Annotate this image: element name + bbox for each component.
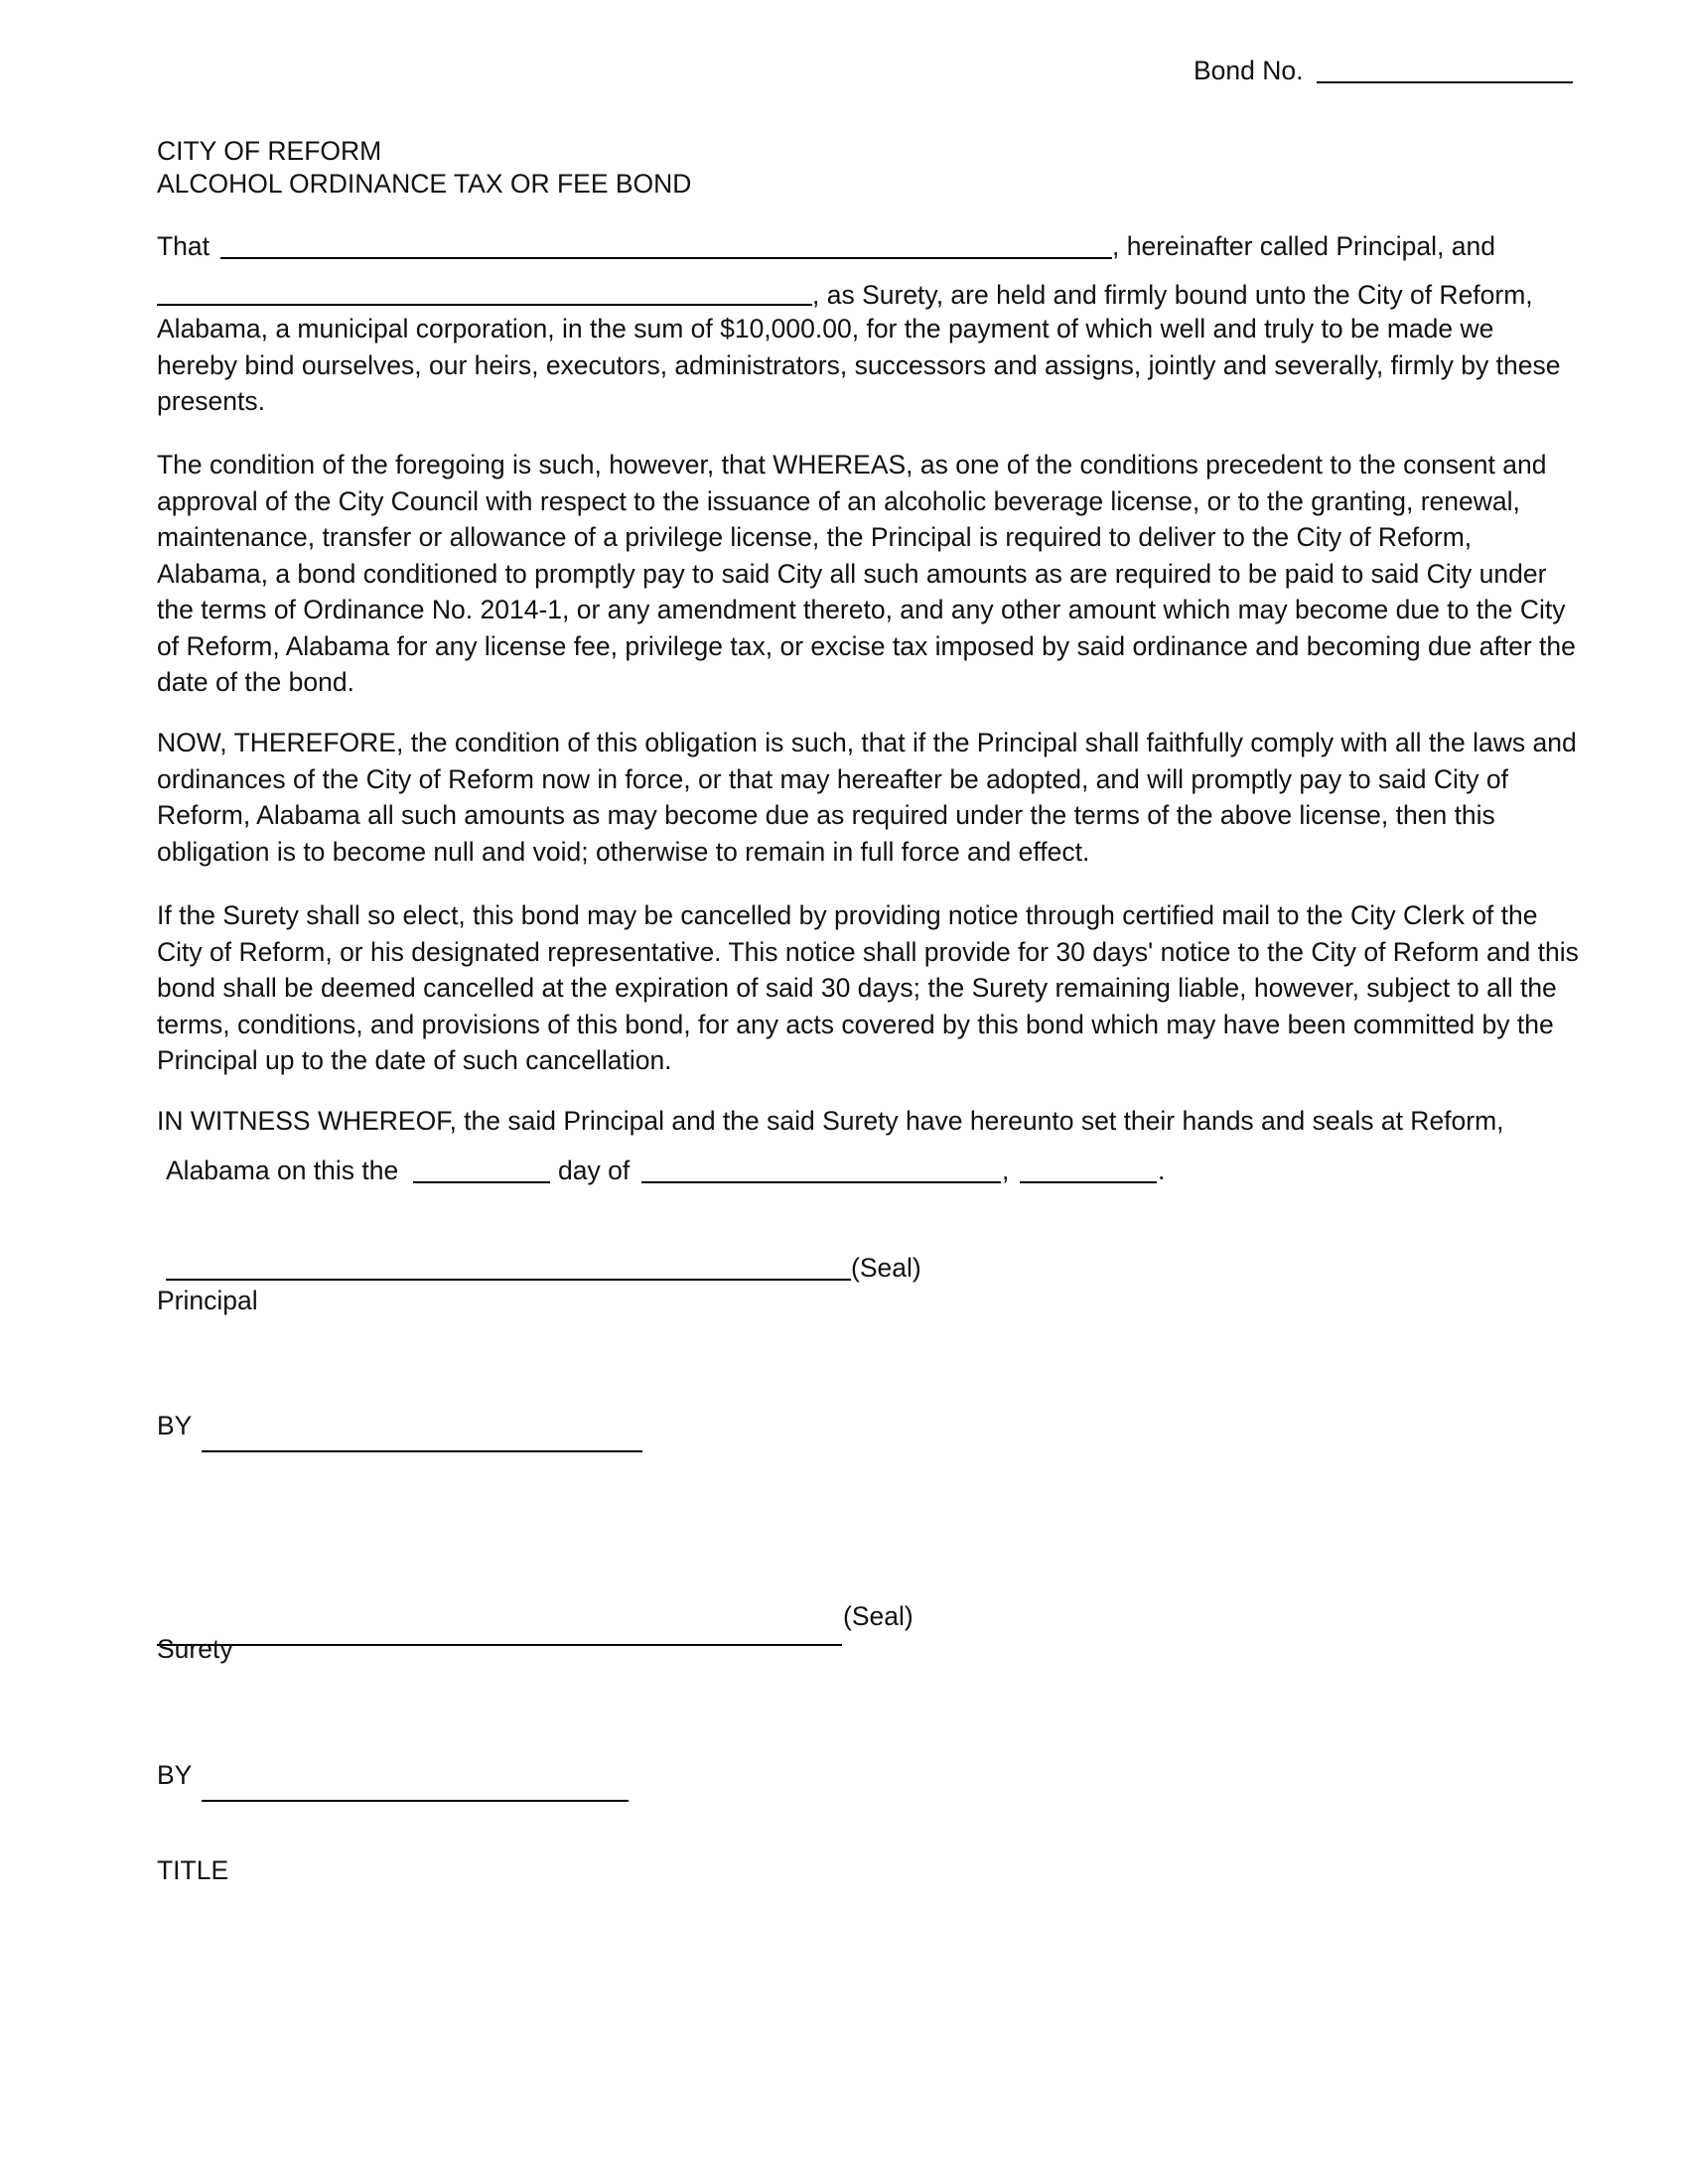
intro-paragraph [157, 311, 1579, 420]
cancellation-paragraph [157, 897, 1579, 1079]
year-field[interactable] [1020, 1181, 1157, 1183]
surety-seal-label: (Seal) [843, 1601, 914, 1631]
condition-text: The condition of the foregoing is such, however, that WHEREAS, as one of the conditions precedent to the consent and approval of the City Council with respect to the issuance of an alcoholic beverage license, or to the granting, renewal, maintenance, transfer or allowance of a privilege license, the Principal is required to deliver to the City of Reform, Alabama, a bond conditioned to promptly pay to said City all such amounts as are required to be paid to said City under the terms of Ordinance No. 2014-1, or any amendment thereto, and any other amount which may become due to the City of Reform, Alabama for any license fee, privilege tax, or excise tax imposed by said ordinance and becoming due after the date of the bond. [157, 450, 1576, 697]
date-comma: , [1002, 1156, 1010, 1185]
surety-label: Surety [157, 1634, 233, 1664]
surety-signature-field[interactable] [157, 1644, 842, 1646]
principal-suffix-text: , hereinafter called Principal, and [1112, 231, 1495, 261]
cancellation-text: If the Surety shall so elect, this bond may be cancelled by providing notice through certified mail to the City Clerk of the City of Reform, or his designated representative. This notice shall provide for 30 days' notice to the City of Reform and this bond shall be deemed cancelled at the expiration of said 30 days; the Surety remaining liable, however, subject to all the terms, conditions, and provisions of this bond, for any acts covered by this bond which may have been committed by the Principal up to the date of such cancellation. [157, 900, 1579, 1075]
principal-name-field[interactable] [220, 257, 1112, 259]
that-label: That [157, 231, 211, 261]
surety-suffix-text: , as Surety, are held and firmly bound unto the City of Reform, [812, 280, 1533, 310]
principal-signature-field[interactable] [166, 1279, 851, 1281]
document-city-title: CITY OF REFORM [157, 136, 382, 166]
principal-label: Principal [157, 1286, 258, 1315]
therefore-text: NOW, THEREFORE, the condition of this obligation is such, that if the Principal shall faithfully comply with all the laws and ordinances of the City of Reform now in force, or that may hereafter be adopted, and will promptly pay to said City of Reform, Alabama all such amounts as may become due as required under the terms of the above license, then this obligation is to become null and void; otherwise to remain in full force and effect. [157, 728, 1577, 867]
surety-by-field[interactable] [202, 1800, 629, 1802]
witness-text: IN WITNESS WHEREOF, the said Principal and the said Surety have hereunto set their hands and seals at Reform, [157, 1106, 1504, 1136]
day-field[interactable] [413, 1181, 550, 1183]
date-prefix: Alabama on this the [166, 1156, 399, 1185]
principal-by-field[interactable] [202, 1450, 642, 1452]
therefore-paragraph [157, 725, 1579, 870]
bond-number-label: Bond No. [1194, 56, 1304, 85]
condition-paragraph [157, 447, 1579, 701]
surety-by-label: BY [157, 1760, 193, 1790]
date-period: . [1158, 1156, 1166, 1185]
day-of-label: day of [558, 1156, 631, 1185]
bond-number-field[interactable] [1317, 81, 1573, 83]
title-label: TITLE [157, 1855, 229, 1885]
principal-by-label: BY [157, 1411, 193, 1440]
surety-name-field[interactable] [157, 304, 812, 306]
intro-continuation-text: Alabama, a municipal corporation, in the sum of $10,000.00, for the payment of which well and truly to be made we hereby bind ourselves, our heirs, executors, administrators, successors and assigns, jointly and severally, firmly by these presents. [157, 314, 1561, 416]
document-title: ALCOHOL ORDINANCE TAX OR FEE BOND [157, 169, 692, 199]
principal-seal-label: (Seal) [851, 1253, 921, 1283]
month-field[interactable] [641, 1181, 1001, 1183]
